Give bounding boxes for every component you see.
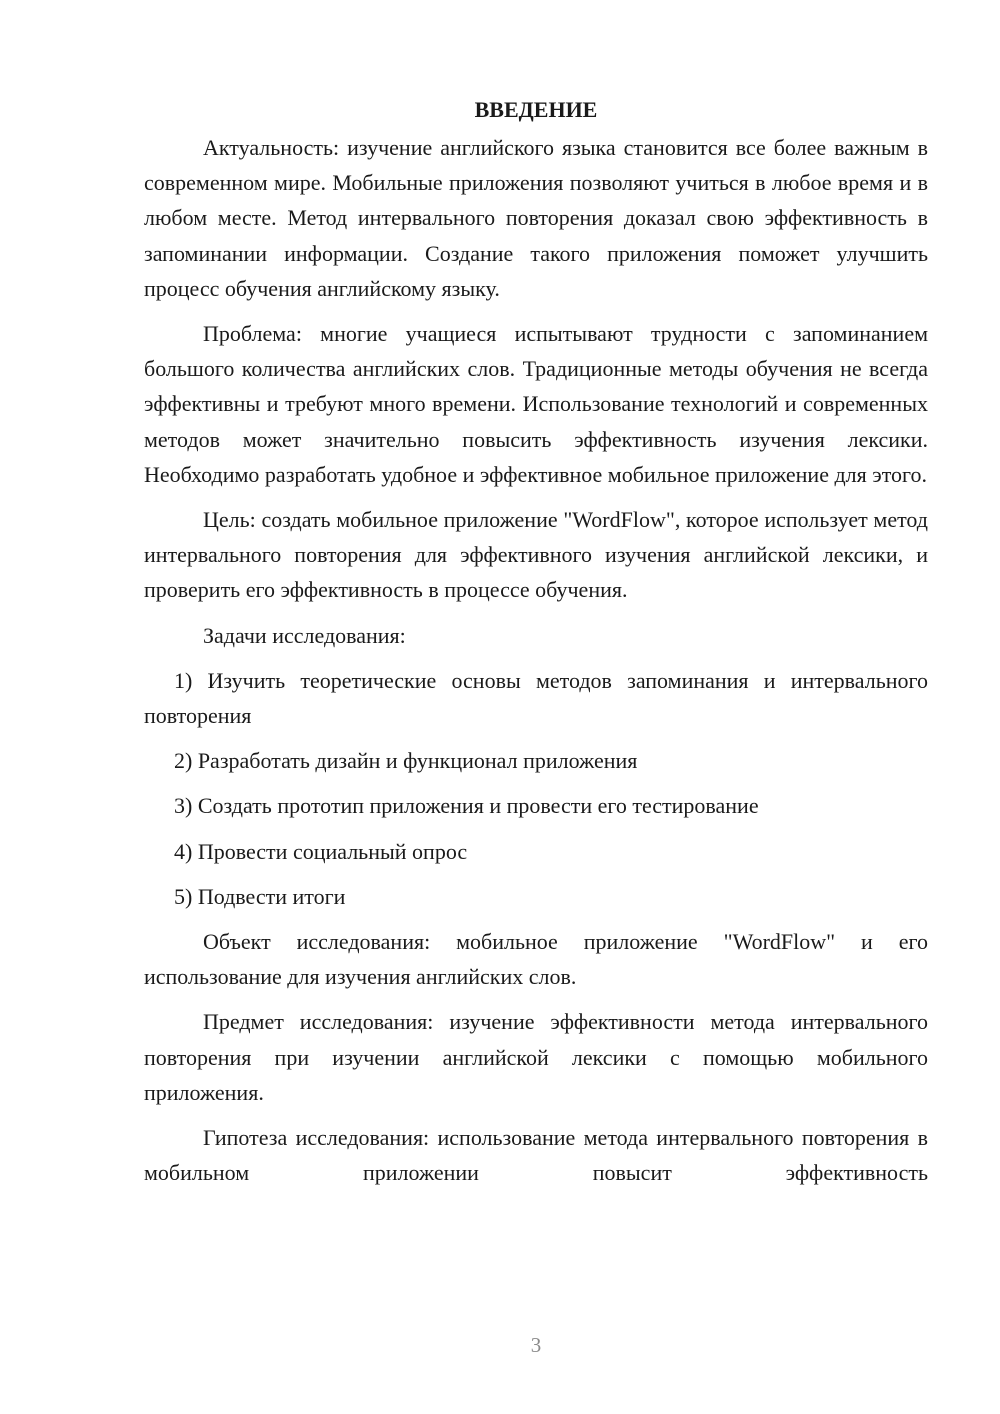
task-item-5: 5) Подвести итоги (174, 883, 346, 909)
task-item-2: 2) Разработать дизайн и функционал приложения (174, 748, 638, 774)
task-item-4: 4) Провести социальный опрос (174, 838, 468, 864)
section-title: ВВЕДЕНИЕ (474, 97, 598, 122)
document-page (144, 92, 928, 1200)
paragraph-tasks-intro: Задачи исследования: (203, 622, 406, 648)
task-item-3: 3) Создать прототип приложения и провести его тестирование (174, 793, 759, 819)
paragraph-goal: Цель: создать мобильное приложение "WordFlow", которое использует метод интервального повторения для эффективного изучения английской лексики, и проверить его эффективность в процессе обучения. (144, 507, 928, 603)
paragraph-subject: Предмет исследования: изучение эффективности метода интервального повторения при изучении английской лексики с помощью мобильного приложения. (144, 1009, 928, 1105)
paragraph-relevance: Актуальность: изучение английского языка становится все более важным в современном мире. Мобильные приложения позволяют учиться в любое время и в любом месте. Метод интервального повторения доказал свою эффективность в запоминании информации. Создание такого приложения поможет улучшить процесс обучения английскому языку. (144, 135, 928, 301)
task-item-1: 1) Изучить теоретические основы методов запоминания и интервального повторения (144, 667, 928, 729)
paragraph-problem: Проблема: многие учащиеся испытывают трудности с запоминанием большого количества английских слов. Традиционные методы обучения не всегда эффективны и требуют много времени. Использование технологий и современных методов может значительно повысить эффективность изучения лексики. Необходимо разработать удобное и эффективное мобильное приложение для этого. (144, 321, 928, 487)
page-number: 3 (530, 1333, 542, 1357)
paragraph-hypothesis: Гипотеза исследования: использование метода интервального повторения в мобильном приложении повысит эффективность (144, 1125, 928, 1186)
paragraph-object: Объект исследования: мобильное приложение "WordFlow" и его использование для изучения английских слов. (144, 929, 928, 990)
